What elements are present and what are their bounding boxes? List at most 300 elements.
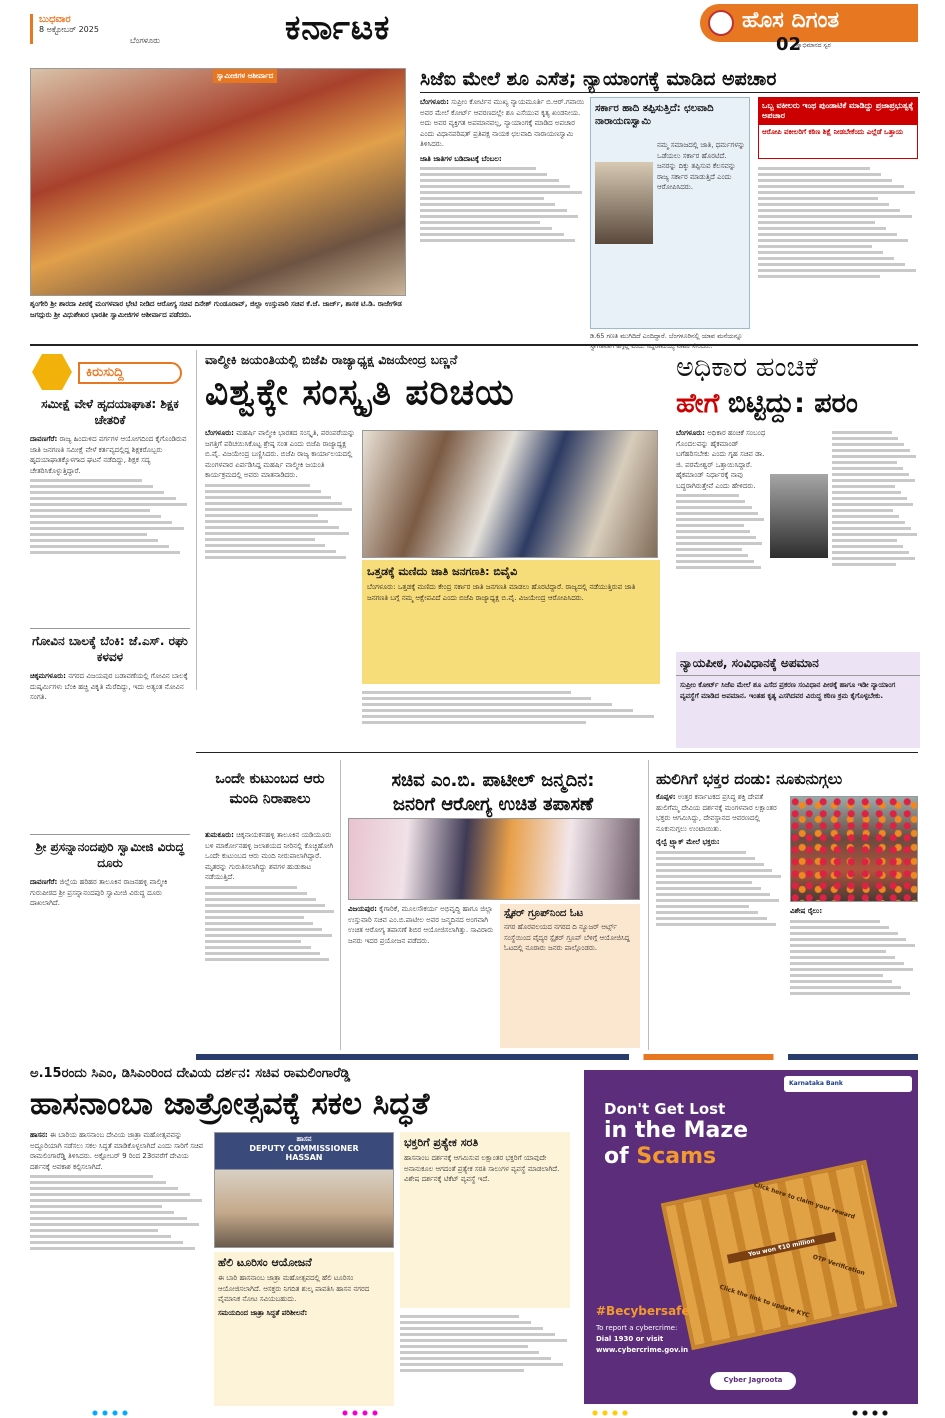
text-line bbox=[30, 1193, 190, 1196]
text-line bbox=[758, 233, 897, 236]
text-line bbox=[362, 709, 633, 712]
text-line bbox=[656, 905, 749, 908]
photo-tag: ಸ್ವಾಮೀಜಿಗಳ ಆಶೀರ್ವಾದ bbox=[213, 69, 277, 83]
filler-text bbox=[205, 883, 337, 964]
text-line bbox=[676, 512, 758, 515]
text-line bbox=[205, 946, 311, 949]
text-line bbox=[758, 209, 900, 212]
kiru-head: ಗೋವಿನ ಬಾಲಕ್ಕೆ ಬೆಂಕಿ: ಜೆ.ಎಸ್. ರಘು ಕಳವಳ bbox=[32, 634, 188, 665]
hasan-kicker: ಅ.15ರಂದು ಸಿಎಂ, ಡಿಸಿಎಂರಿಂದ ದೇವಿಯ ದರ್ಶನ: ಸಚಿವ ರಾಮಲಿಂಗಾರೆಡ್ಡಿ bbox=[30, 1066, 351, 1081]
text-line bbox=[362, 715, 654, 718]
text-line bbox=[30, 521, 172, 524]
vakil-box bbox=[758, 97, 918, 159]
text-line bbox=[205, 502, 342, 505]
kiru-item bbox=[30, 396, 190, 628]
narayanaswamy-photo bbox=[595, 162, 653, 244]
text-line bbox=[758, 215, 912, 218]
text-line bbox=[205, 496, 331, 499]
text-line bbox=[832, 479, 915, 482]
ad-report: To report a cybercrime: bbox=[596, 1324, 678, 1332]
text-line bbox=[205, 508, 352, 511]
huligi-headline: ಹುಲಿಗಿಗೆ ಭಕ್ತರ ದಂಡು: ನೂಕುನುಗ್ಗಲು bbox=[656, 770, 843, 788]
heli-body: ಈ ಬಾರಿ ಹಾಸನಾಂಬ ಜಾತ್ರಾ ಮಹೋತ್ಸವದಲ್ಲಿ ಹೆಲಿ ಟೂರಿಸಂ ಆಯೋಜಿಸಲಾಗಿದೆ. ಆಸಕ್ತರು ನಿಗದಿತ ಶುಲ್ಕ ಪಾವತಿಸಿ ಹಾಸನ ನಗರದ ವೈಮಾನಿಕ ನೋಟ ಸವಿಯಬಹುದು. bbox=[218, 1274, 370, 1303]
patil-text: ಕೈಗಾರಿಕೆ, ಮೂಲಸೌಕರ್ಯ ಅಭಿವೃದ್ಧಿ ಹಾಗೂ ಜಿಲ್ಲಾ ಉಸ್ತುವಾರಿ ಸಚಿವ ಎಂ.ಬಿ.ಪಾಟೀಲ ಅವರ ಜನ್ಮದಿನದ ಅಂಗವಾಗಿ ಉಚಿತ ಆರೋಗ್ಯ ತಪಾಸಣೆ ಶಿಬಿರ ಆಯೋಜಿಸಲಾಗಿತ್ತು. ಸಾವಿರಾರು ಜನರು ಇದರ ಪ್ರಯೋಜನ ಪಡೆದರು. bbox=[348, 905, 494, 945]
text-line bbox=[758, 245, 872, 248]
text-line bbox=[400, 1357, 551, 1360]
text-line bbox=[30, 1235, 171, 1238]
kiru-dateline: ದಾವಣಗೆರೆ: bbox=[30, 878, 58, 887]
text-line bbox=[30, 1175, 153, 1178]
date-label: 8 ಅಕ್ಟೋಬರ್ 2025 bbox=[39, 25, 99, 34]
text-line bbox=[676, 554, 748, 557]
maze-text: OTP Verification bbox=[811, 1253, 866, 1278]
text-line bbox=[205, 886, 297, 889]
heli-box bbox=[214, 1252, 394, 1406]
box-title: ಒತ್ತಡಕ್ಕೆ ಮಣಿದು ಜಾತಿ ಜನಗಣತಿ: ಬಿವೈವಿ bbox=[367, 565, 518, 578]
valmiki-body: ಮಹರ್ಷಿ ವಾಲ್ಮೀಕಿ ಭಾರತದ ಸಂಸ್ಕೃತಿ, ಪರಂಪರೆಯನ್ನು ಜಗತ್ತಿಗೆ ಪರಿಚಯಿಸಿಕೊಟ್ಟ ಶ್ರೇಷ್ಠ ಸಂತ ಎಂದು ಬಿಜೆಪಿ ರಾಜ್ಯಾಧ್ಯಕ್ಷ ಬಿ.ವೈ. ವಿಜಯೇಂದ್ರ ಬಣ್ಣಿಸಿದರು. ಬಿಜೆಪಿ ರಾಜ್ಯ ಕಾರ್ಯಾಲಯದಲ್ಲಿ ಮಂಗಳವಾರ ಏರ್ಪಡಿಸಿದ್ದ ಮಹರ್ಷಿ ವಾಲ್ಮೀಕಿ ಜಯಂತಿ ಕಾರ್ಯಕ್ರಮದಲ್ಲಿ ಅವರು ಮಾತನಾಡಿದರು. bbox=[205, 429, 355, 479]
parama-body bbox=[676, 428, 766, 643]
text-line bbox=[656, 893, 770, 896]
column-rule bbox=[196, 350, 197, 690]
text-line bbox=[30, 527, 184, 530]
text-line bbox=[30, 491, 164, 494]
badge-text: Cyber Jagroota bbox=[723, 1376, 783, 1384]
text-line bbox=[758, 173, 881, 176]
text-line bbox=[205, 514, 318, 517]
maze-text: Click here to claim your reward bbox=[752, 1181, 856, 1221]
text-line bbox=[676, 566, 761, 569]
box-body: ಬೆಂಗಳೂರು: ಒತ್ತಡಕ್ಕೆ ಮಣಿದು ಕೇಂದ್ರ ಸರ್ಕಾರ ಜಾತಿ ಜನಗಣತಿ ಮಾಡಲು ಹೊರಟಿದ್ದಾರೆ. ರಾಜ್ಯದಲ್ಲಿ ನಡೆಯುತ್ತಿರುವ ಜಾತಿ ಜನಗಣತಿ ಬಗ್ಗೆ ನಮ್ಮ ಆಕ್ಷೇಪವಿದೆ ಎಂದು ಬಿಜೆಪಿ ರಾಜ್ಯಾಧ್ಯಕ್ಷ ಬಿ.ವೈ. ವಿಜಯೇಂದ್ರ ಆರೋಪಿಸಿದರು. bbox=[367, 583, 636, 602]
text-line bbox=[205, 958, 329, 961]
text-line bbox=[420, 173, 547, 176]
color-registration-marks bbox=[340, 1410, 380, 1416]
text-line bbox=[205, 556, 346, 559]
parama-right-col bbox=[832, 428, 918, 643]
color-registration-marks bbox=[590, 1410, 630, 1416]
huligi-sub: ರೈಲ್ವೆ ಟ್ರ್ಯಾಕ್ ಮೇಲೆ ಭಕ್ತರು: bbox=[656, 838, 720, 846]
text-line bbox=[832, 443, 904, 446]
text-line bbox=[420, 191, 582, 194]
text-line bbox=[790, 986, 901, 989]
text-line bbox=[676, 524, 744, 527]
family-text: ಚಿಕ್ಕನಾಯಕನಹಳ್ಳಿ ತಾಲೂಕಿನ ಯಡಿಯೂರು ಬಳಿ ಮಾರ್ಕೋನಹಳ್ಳಿ ಜಲಾಶಯದ ನೀರಿನಲ್ಲಿ ಕೊಚ್ಚಿಹೋಗಿ ಒಂದೇ ಕುಟುಂಬದ ಆರು ಮಂದಿ ನೀರುಪಾಲಾಗಿದ್ದಾರೆ. ಮೃತರನ್ನು ಗುರುತಿಸಲಾಗಿದ್ದು ಶವಗಳ ಹುಡುಕಾಟ ನಡೆಯುತ್ತಿದೆ. bbox=[205, 831, 334, 881]
text-line bbox=[832, 551, 909, 554]
text-line bbox=[205, 484, 310, 487]
text-line bbox=[790, 974, 883, 977]
text-line bbox=[790, 992, 910, 995]
text-line bbox=[758, 257, 894, 260]
text-line bbox=[400, 1315, 519, 1318]
text-line bbox=[30, 551, 180, 554]
text-line bbox=[656, 881, 752, 884]
text-line bbox=[832, 497, 907, 500]
cji-bottom: ಡಿ.65 ಗಣತಿ ಮುಗಿದಿದೆ ಎಂದಿದ್ದಾರೆ. ಬೆಂಗಳೂರಿನಲ್ಲಿ ಯಾವ ಮನೆಯನ್ನೂ bbox=[590, 332, 743, 340]
huligi-sub2: ವಿಶೇಷ ರೈಲು: bbox=[790, 907, 823, 915]
text-line bbox=[758, 239, 908, 242]
text-line bbox=[205, 952, 320, 955]
text-line bbox=[30, 1181, 166, 1184]
text-line bbox=[790, 980, 892, 983]
text-line bbox=[656, 869, 772, 872]
board-city: HASSAN bbox=[285, 1153, 323, 1162]
cji-lead bbox=[420, 97, 585, 337]
text-line bbox=[30, 1241, 183, 1244]
ad-line-3 bbox=[604, 1144, 716, 1169]
text-line bbox=[832, 509, 893, 512]
patil-headline-2: ಜನರಿಗೆ ಆರೋಗ್ಯ ಉಚಿತ ತಪಾಸಣೆ bbox=[392, 794, 594, 815]
text-line bbox=[205, 544, 325, 547]
text-line bbox=[790, 950, 886, 953]
board-kannada: ಹಾಸನ bbox=[296, 1135, 312, 1143]
text-line bbox=[420, 167, 536, 170]
day-label: ಬುಧವಾರ bbox=[39, 14, 71, 25]
filler-text bbox=[676, 491, 766, 572]
text-line bbox=[205, 538, 315, 541]
valmiki-more bbox=[362, 688, 660, 748]
color-registration-marks bbox=[850, 1410, 890, 1416]
text-line bbox=[30, 1199, 202, 1202]
dateline: ವಿಜಯಪುರ: bbox=[348, 905, 377, 913]
valmiki-col1 bbox=[205, 428, 355, 682]
text-line bbox=[205, 916, 304, 919]
ad-badge bbox=[710, 1372, 796, 1390]
text-line bbox=[832, 515, 899, 518]
text-line bbox=[758, 185, 904, 188]
place-label: ಬೆಂಗಳೂರು bbox=[130, 36, 160, 45]
text-line bbox=[420, 179, 559, 182]
text-line bbox=[832, 557, 915, 560]
text-line bbox=[205, 520, 328, 523]
text-line bbox=[400, 1369, 524, 1372]
divider bbox=[420, 92, 920, 93]
huligi-text: ಉತ್ತರ ಕರ್ನಾಟಕದ ಪ್ರಸಿದ್ಧ ಶಕ್ತಿ ದೇವತೆ ಹುಲಿಗೆಮ್ಮ ದೇವಿಯ ದರ್ಶನಕ್ಕೆ ಮಂಗಳವಾರ ಲಕ್ಷಾಂತರ ಭಕ್ತರು ಆಗಮಿಸಿದ್ದು, ದೇವಸ್ಥಾನದ ಆವರಣದಲ್ಲಿ ನೂಕುನುಗ್ಗಲು ಉಂಟಾಯಿತು. bbox=[656, 793, 777, 833]
text-line bbox=[205, 526, 339, 529]
text-line bbox=[30, 539, 158, 542]
kiru-dateline: ದಾವಣಗೆರೆ: bbox=[30, 435, 58, 444]
text-line bbox=[400, 1333, 555, 1336]
nyaya-body: ಸುಪ್ರೀಂ ಕೋರ್ಟ್ ಸಿಜೆಐ ಮೇಲೆ ಶೂ ಎಸೆದ ಪ್ರಕರಣ ಸಂವಿಧಾನ ಪೀಠಕ್ಕೆ ಹಾಗೂ ಇಡೀ ನ್ಯಾಯಾಂಗ ವ್ಯವಸ್ಥೆಗೆ ಮಾಡಿದ ಅಪಮಾನ. ಇಂತಹ ಕೃತ್ಯ ಎಸಗಿದವರ ವಿರುದ್ಧ ಕಠಿಣ ಕ್ರಮ ಕೈಗೊಳ್ಳಬೇಕು. bbox=[680, 681, 896, 700]
text-line bbox=[656, 911, 758, 914]
nyaya-box bbox=[676, 652, 920, 748]
hasan-right-col bbox=[400, 1312, 570, 1406]
text-line bbox=[30, 1247, 195, 1250]
text-line bbox=[30, 545, 169, 548]
text-line bbox=[656, 923, 776, 926]
ad-scams: Scams bbox=[636, 1144, 717, 1169]
huligi-right bbox=[790, 906, 918, 1048]
filler-text bbox=[205, 481, 355, 562]
ad-line-2: in the Maze bbox=[604, 1118, 749, 1143]
divider bbox=[196, 752, 918, 753]
hasan-headline: ಹಾಸನಾಂಬಾ ಜಾತ್ರೋತ್ಸವಕ್ಕೆ ಸಕಲ ಸಿದ್ಧತೆ bbox=[30, 1086, 430, 1122]
headline-red: ಹೇಗೆ bbox=[676, 388, 720, 419]
family-headline: ಒಂದೇ ಕುಟುಂಬದ ಆರು ಮಂದಿ ನಿರಾಪಾಲು bbox=[215, 771, 325, 807]
text-line bbox=[420, 221, 540, 224]
hasan-text: ಈ ಬಾರಿಯ ಹಾಸನಾಂಬ ದೇವಿಯ ಜಾತ್ರಾ ಮಹೋತ್ಸವವನ್ನು ಅದ್ದೂರಿಯಾಗಿ ನಡೆಸಲು ಸಕಲ ಸಿದ್ಧತೆ ಮಾಡಿಕೊಳ್ಳಲಾಗಿದೆ ಎಂದು ಸಾರಿಗೆ ಸಚಿವ ರಾಮಲಿಂಗಾರೆಡ್ಡಿ ತಿಳಿಸಿದರು. ಅಕ್ಟೋಬರ್ 9 ರಿಂದ 23ರವರೆಗೆ ದೇವಿಯ ದರ್ಶನಕ್ಕೆ ಅವಕಾಶ ಕಲ್ಪಿಸಲಾಗಿದೆ. bbox=[30, 1131, 204, 1171]
parama-headline-1: ಅಧಿಕಾರ ಹಂಚಿಕೆ bbox=[676, 352, 818, 383]
text-line bbox=[205, 934, 332, 937]
maze-graphic bbox=[661, 1160, 898, 1350]
text-line bbox=[758, 197, 878, 200]
kiru-head: ಸಮೀಕ್ಷೆ ವೇಳೆ ಹೃದಯಾಘಾತ: ಶಿಕ್ಷಕ ಚೇತರಿಕೆ bbox=[41, 397, 179, 428]
patil-headline-1: ಸಚಿವ ಎಂ.ಬಿ. ಪಾಟೀಲ್ ಜನ್ಮದಿನ: bbox=[391, 770, 595, 791]
text-line bbox=[676, 506, 752, 509]
text-line bbox=[790, 926, 889, 929]
text-line bbox=[758, 203, 889, 206]
text-line bbox=[205, 898, 316, 901]
kiru-body: ಜಿಲ್ಲೆಯ ಹರಿಹರ ತಾಲೂಕಿನ ರಾಜನಹಳ್ಳಿ ವಾಲ್ಮೀಕಿ ಗುರುಪೀಠದ ಶ್ರೀ ಪ್ರಸನ್ನಾನಂದಪುರಿ ಸ್ವಾಮೀಜಿ ವಿರುದ್ಧ ದೂರು ದಾಖಲಾಗಿದೆ. bbox=[30, 878, 168, 908]
paper-logo bbox=[700, 4, 918, 42]
dateline: ಬೆಂಗಳೂರು: bbox=[420, 98, 449, 106]
text-line bbox=[656, 875, 781, 878]
text-line bbox=[400, 1363, 563, 1366]
text-line bbox=[30, 1217, 187, 1220]
color-registration-marks bbox=[90, 1410, 130, 1416]
text-line bbox=[30, 479, 142, 482]
hasan-sub: ಸಮಯದಿಂದ ಜಾತ್ರಾ ಸಿದ್ಧತೆ ಪರಿಶೀಲನೆ: bbox=[218, 1308, 308, 1317]
hand-icon bbox=[32, 354, 72, 390]
text-line bbox=[205, 490, 321, 493]
spiker-box bbox=[500, 904, 640, 1048]
text-line bbox=[832, 473, 909, 476]
text-line bbox=[30, 485, 153, 488]
text-line bbox=[790, 962, 904, 965]
text-line bbox=[676, 542, 762, 545]
ad-dial: Dial 1930 or visit bbox=[596, 1335, 664, 1343]
text-line bbox=[832, 485, 895, 488]
crowd-photo bbox=[790, 796, 918, 902]
text-line bbox=[205, 922, 313, 925]
bhakta-box bbox=[400, 1132, 570, 1308]
maze-text: Click the link to update KYC bbox=[718, 1283, 811, 1320]
text-line bbox=[362, 697, 591, 700]
filler-text bbox=[656, 848, 784, 929]
text-line bbox=[30, 1223, 199, 1226]
cji-headline: ಸಿಜೆಐ ಮೇಲೆ ಶೂ ಎಸೆತ; ನ್ಯಾಯಾಂಗಕ್ಕೆ ಮಾಡಿದ ಅಪಚಾರ bbox=[420, 68, 777, 90]
valmiki-photo bbox=[362, 430, 658, 558]
text-line bbox=[362, 721, 586, 724]
text-line bbox=[30, 533, 147, 536]
kiru-label: ಕಿರುಸುದ್ದಿ bbox=[78, 362, 182, 384]
dateline: ತುಮಕೂರು: bbox=[205, 831, 234, 839]
text-line bbox=[400, 1339, 567, 1342]
text-line bbox=[832, 521, 905, 524]
text-line bbox=[420, 197, 544, 200]
text-line bbox=[676, 530, 750, 533]
date-block bbox=[30, 14, 130, 44]
text-line bbox=[656, 857, 755, 860]
box2-sub: ಆರೋಪಿ ವಕೀಲರಿಗೆ ಕಠಿಣ ಶಿಕ್ಷೆ ನೀಡಬೇಕೆಂದು ಎಲ್ಲೆಡೆ ಒತ್ತಾಯ bbox=[762, 127, 904, 136]
logo-emblem-icon bbox=[708, 10, 734, 36]
text-line bbox=[676, 494, 739, 497]
text-line bbox=[758, 179, 892, 182]
box-body: ನಮ್ಮ ಸಮಾಜದಲ್ಲಿ ಜಾತಿ, ಧರ್ಮಗಳನ್ನು ಒಡೆಯಲು ಸರ್ಕಾರ ಹೊರಟಿದೆ. ಜನರನ್ನು ದಿಕ್ಕು ತಪ್ಪಿಸುವ ಕೆಲಸವನ್ನು ರಾಜ್ಯ ಸರ್ಕಾರ ಮಾಡುತ್ತಿದೆ ಎಂದು ಆರೋಪಿಸಿದರು. bbox=[657, 141, 746, 191]
ad-bank-strip bbox=[784, 1076, 912, 1092]
bivaiv-box bbox=[362, 560, 660, 684]
text-line bbox=[30, 509, 150, 512]
text-line bbox=[758, 251, 883, 254]
box2-title: ಒಬ್ಬ ವಕೀಲರು ಇಂಥ ಪುಂಡಾಟಿಕೆ ಮಾಡಿದ್ದು ಪ್ರಜಾಪ್ರಭುತ್ವಕ್ಕೆ ಅಪಚಾರ bbox=[759, 98, 917, 125]
text-line bbox=[832, 449, 910, 452]
colour-strip bbox=[196, 1054, 918, 1060]
text-line bbox=[758, 191, 915, 194]
text-line bbox=[676, 548, 742, 551]
section-title: ಕರ್ನಾಟಕ bbox=[285, 8, 391, 48]
text-line bbox=[420, 209, 567, 212]
dateline: ಬೆಂಗಳೂರು: bbox=[205, 429, 234, 437]
valmiki-headline: ವಿಶ್ವಕ್ಕೇ ಸಂಸ್ಕೃತಿ ಪರಿಚಯ bbox=[205, 372, 515, 413]
text-line bbox=[790, 956, 895, 959]
ad-site: www.cybercrime.gov.in bbox=[596, 1346, 689, 1354]
dateline: ಕೊಪ್ಪಳ: bbox=[656, 793, 676, 801]
text-line bbox=[30, 497, 176, 500]
column-rule bbox=[648, 760, 649, 1050]
dc-office-photo bbox=[214, 1132, 394, 1248]
text-line bbox=[832, 491, 901, 494]
text-line bbox=[656, 887, 761, 890]
text-line bbox=[758, 275, 880, 278]
subhead: ಜಾತಿ ಜಾತಿಗಳ ಬಡಿದಾಟಕ್ಕೆ ಬೆಂಬಲ: bbox=[420, 154, 502, 163]
text-line bbox=[676, 560, 754, 563]
hasan-body bbox=[30, 1130, 206, 1406]
text-line bbox=[205, 550, 336, 553]
text-line bbox=[832, 467, 903, 470]
text-line bbox=[205, 532, 349, 535]
kiru-head: ಶ್ರೀ ಪ್ರಸನ್ನಾನಂದಪುರಿ ಸ್ವಾಮೀಜಿ ವಿರುದ್ಧ ದೂರು bbox=[35, 840, 185, 871]
text-line bbox=[30, 1211, 174, 1214]
parama-text: ಅಧಿಕಾರ ಹಂಚಿಕೆ ಸಂಬಂಧ ಗೊಂದಲವನ್ನು ಹೈಕಮಾಂಡ್ ಬಗೆಹರಿಸಬೇಕು ಎಂದು ಗೃಹ ಸಚಿವ ಡಾ. ಜಿ. ಪರಮೇಶ್ವರ್ ಒತ್ತಾಯಿಸಿದ್ದಾರೆ. ಹೈಕಮಾಂಡ್ ನಿರ್ಧಾರಕ್ಕೆ ನಾವು ಬದ್ಧರಾಗಿರುತ್ತೇವೆ ಎಂದು ಹೇಳಿದರು. bbox=[676, 429, 766, 490]
paper-tagline: ಸ್ವಾಭಿಮಾನದ ಸ್ವರ bbox=[796, 42, 831, 49]
bhakta-title: ಭಕ್ತರಿಗೆ ಪ್ರತ್ಯೇಕ ಸರತಿ bbox=[404, 1136, 479, 1149]
text-line bbox=[420, 185, 570, 188]
family-body bbox=[205, 830, 337, 1040]
text-line bbox=[420, 233, 564, 236]
filler-text bbox=[30, 1172, 206, 1253]
text-line bbox=[832, 563, 896, 566]
kiru-item bbox=[30, 628, 190, 834]
text-line bbox=[205, 928, 322, 931]
maze-text: You won ₹10 million bbox=[727, 1232, 836, 1264]
kiru-body: ನಗರದ ವಿಜಯಪುರ ಬಡಾವಣೆಯಲ್ಲಿ ಗೋವಿನ ಬಾಲಕ್ಕೆ ದುಷ್ಕರ್ಮಿಗಳು ಬೆಂಕಿ ಹಚ್ಚಿ ವಿಕೃತಿ ಮೆರೆದಿದ್ದು, ಇದು ಅತ್ಯಂತ ನೋವಿನ ಸಂಗತಿ. bbox=[30, 672, 188, 702]
text-line bbox=[420, 203, 555, 206]
narayanaswamy-box bbox=[590, 97, 750, 329]
text-line bbox=[758, 263, 905, 266]
text-line bbox=[656, 917, 767, 920]
text-line bbox=[362, 691, 571, 694]
text-line bbox=[832, 431, 892, 434]
column-rule bbox=[340, 760, 341, 1050]
patil-photo bbox=[348, 818, 640, 900]
box-body: ನಗರ ಹೊರವಲಯದ ನಗರದ ದಿ ನ್ಯೂಜರ್ ಆರ್ಟ್ಸ್ ಸಂಸ್ಥೆಯಿಂದ ವೈದ್ಯರ ಸ್ಪೈಕರ್ ಗ್ರೂಪ್ ಬೆಳಿಗ್ಗೆ ಆಯೋಜಿಸಿದ್ದ ಓಟದಲ್ಲಿ ನೂರಾರು ಜನರು ಪಾಲ್ಗೊಂಡರು. bbox=[504, 923, 630, 952]
masthead bbox=[0, 0, 945, 60]
ad-line-1: Don't Get Lost bbox=[604, 1100, 726, 1118]
text-line bbox=[205, 940, 301, 943]
text-line bbox=[205, 910, 334, 913]
text-line bbox=[30, 1205, 162, 1208]
text-line bbox=[790, 932, 898, 935]
text-line bbox=[656, 863, 764, 866]
text-line bbox=[790, 938, 906, 941]
text-line bbox=[832, 455, 916, 458]
divider bbox=[30, 344, 918, 346]
text-line bbox=[656, 899, 779, 902]
text-line bbox=[400, 1345, 528, 1348]
text-line bbox=[656, 851, 746, 854]
text-line bbox=[400, 1327, 543, 1330]
ad-hashtag: #Becybersafe bbox=[596, 1304, 690, 1318]
text-line bbox=[30, 503, 187, 506]
bank-name: Karnataka Bank bbox=[789, 1080, 843, 1087]
kiru-items bbox=[30, 396, 190, 1044]
text-line bbox=[676, 536, 756, 539]
text-line bbox=[362, 703, 612, 706]
text-line bbox=[30, 1187, 178, 1190]
nyaya-headline: ನ್ಯಾಯಪೀಠ, ಸಂವಿಧಾನಕ್ಕೆ ಅಪಮಾನ bbox=[676, 652, 920, 676]
text-line bbox=[30, 1229, 158, 1232]
text-line bbox=[790, 944, 915, 947]
parameshwara-photo bbox=[770, 474, 828, 558]
headline-rest: ಬಿಟ್ಟಿದ್ದು: ಪರಂ bbox=[727, 388, 858, 419]
board-english: DEPUTY COMMISSIONER bbox=[249, 1144, 359, 1153]
filler-text bbox=[30, 476, 190, 557]
page-number: 02 bbox=[776, 34, 802, 55]
text-line bbox=[420, 227, 552, 230]
huligi-body bbox=[656, 792, 784, 1048]
text-line bbox=[758, 269, 916, 272]
heli-title: ಹೆಲಿ ಟೂರಿಸಂ ಆಯೋಜನೆ bbox=[218, 1256, 312, 1269]
filler-text bbox=[420, 164, 585, 245]
dateline: ಹಾಸನ: bbox=[30, 1131, 48, 1139]
text-line bbox=[758, 227, 886, 230]
text-line bbox=[758, 221, 875, 224]
kiru-logo bbox=[32, 352, 187, 392]
text-line bbox=[420, 215, 578, 218]
paper-name: ಹೊಸ ದಿಗಂತ bbox=[742, 8, 840, 33]
text-line bbox=[832, 527, 911, 530]
text-line bbox=[832, 461, 897, 464]
valmiki-kicker: ವಾಲ್ಮೀಕಿ ಜಯಂತಿಯಲ್ಲಿ ಬಿಜೆಪಿ ರಾಜ್ಯಾಧ್ಯಕ್ಷ ವಿಜಯೇಂದ್ರ ಬಣ್ಣನೆ bbox=[205, 352, 458, 367]
text-line bbox=[420, 239, 575, 242]
text-line bbox=[400, 1321, 531, 1324]
text-line bbox=[30, 515, 161, 518]
text-line bbox=[400, 1351, 539, 1354]
filler-text bbox=[790, 917, 918, 998]
box-title: ಸ್ಪೈಕರ್ ಗ್ರೂಪ್‌ನಿಂದ ಓಟ bbox=[504, 908, 584, 919]
cyber-ad bbox=[584, 1070, 918, 1404]
kiru-dateline: ಚಿಕ್ಕಮಗಳೂರು: bbox=[30, 672, 66, 681]
text-line bbox=[205, 904, 325, 907]
text-line bbox=[832, 437, 898, 440]
text-line bbox=[832, 503, 913, 506]
lead-text: ಸುಪ್ರೀಂ ಕೋರ್ಟಿನ ಮುಖ್ಯ ನ್ಯಾಯಮೂರ್ತಿ ಬಿ.ಆರ್.ಗವಾಯಿ ಅವರ ಮೇಲೆ ಕೋರ್ಟ್ ಆವರಣದಲ್ಲೇ ಶೂ ಎಸೆಯುವ ಕೃತ್ಯ ಖಂಡನೀಯ. ಅದು ಅವರ ವ್ಯಕ್ತಿಗತ ಅಪಮಾನವಲ್ಲ, ನ್ಯಾಯಾಂಗಕ್ಕೆ ಮಾಡಿದ ಅಪಚಾರ ಎಂದು ವಿಧಾನಪರಿಷತ್ ಪ್ರತಿಪಕ್ಷ ನಾಯಕ ಛಲವಾದಿ ನಾರಾಯಣಸ್ವಾಮಿ ತಿಳಿಸಿದರು. bbox=[420, 98, 585, 148]
text-line bbox=[676, 518, 764, 521]
kiru-body: ರಾಜ್ಯ ಹಿಂದುಳಿದ ವರ್ಗಗಳ ಆಯೋಗದಿಂದ ಕೈಗೊಂಡಿರುವ ಜಾತಿ ಜನಗಣತಿ ಸಮೀಕ್ಷೆ ವೇಳೆ ಕರ್ತವ್ಯದಲ್ಲಿದ್ದ ಶಿಕ್ಷಕರೊಬ್ಬರು ಹೃದಯಾಘಾತಕ್ಕೊಳಗಾದ ಘಟನೆ ನಡೆದಿದ್ದು, ಶಿಕ್ಷಕ ಸದ್ಯ ಚೇತರಿಸಿಕೊಳ್ಳುತ್ತಿದ್ದಾರೆ. bbox=[30, 435, 187, 475]
patil-body bbox=[348, 904, 494, 1048]
cji-right-column bbox=[758, 164, 918, 339]
text-line bbox=[676, 500, 745, 503]
text-line bbox=[790, 968, 913, 971]
text-line bbox=[832, 539, 897, 542]
photo-caption: ಶೃಂಗೇರಿ ಶ್ರೀ ಶಾರದಾ ಪೀಠಕ್ಕೆ ಮಂಗಳವಾರ ಭೇಟಿ ನೀಡಿದ ಆರೋಗ್ಯ ಸಚಿವ ದಿನೇಶ್ ಗುಂಡೂರಾವ್, ಜಿಲ್ಲಾ ಉಸ್ತುವಾರಿ ಸಚಿವ ಕೆ.ಜೆ. ಜಾರ್ಜ್, ಶಾಸಕ ಟಿ.ಡಿ. ರಾಜೇಗೌಡ ಜಗದ್ಗುರು ಶ್ರೀ ವಿಧುಶೇಖರ ಭಾರತೀ ಸ್ವಾಮೀಜಿಗಳ ಆಶೀರ್ವಾದ ಪಡೆದರು. bbox=[30, 300, 402, 319]
swamiji-photo bbox=[30, 68, 406, 296]
parama-headline-2 bbox=[676, 388, 921, 420]
text-line bbox=[205, 892, 307, 895]
text-line bbox=[758, 167, 870, 170]
text-line bbox=[832, 533, 917, 536]
box-title: ಸರ್ಕಾರ ಹಾದಿ ತಪ್ಪಿಸುತ್ತಿದೆ: ಛಲವಾದಿ ನಾರಾಯಣಸ್ವಾಮಿ bbox=[595, 103, 714, 127]
bhakta-body: ಹಾಸನಾಂಬ ದರ್ಶನಕ್ಕೆ ಆಗಮಿಸುವ ಲಕ್ಷಾಂತರ ಭಕ್ತರಿಗೆ ಯಾವುದೇ ಅನಾನುಕೂಲ ಆಗದಂತೆ ಪ್ರತ್ಯೇಕ ಸರತಿ ಸಾಲುಗಳ ವ್ಯವಸ್ಥೆ ಮಾಡಲಾಗಿದೆ. ವಿಶೇಷ ದರ್ಶನಕ್ಕೆ ಟಿಕೆಟ್ ವ್ಯವಸ್ಥೆ ಇದೆ. bbox=[404, 1154, 560, 1183]
dateline: ಬೆಂಗಳೂರು: bbox=[676, 429, 705, 437]
